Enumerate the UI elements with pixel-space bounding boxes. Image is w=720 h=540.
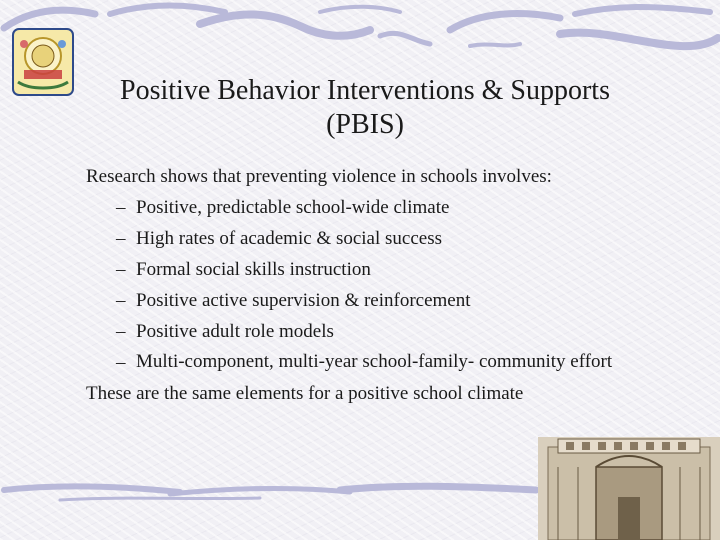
intro-text: Research shows that preventing violence in schools involves:	[86, 166, 552, 187]
list-item: – Positive adult role models	[86, 316, 676, 347]
slide-body	[86, 161, 676, 409]
school-crest-logo	[10, 26, 76, 98]
list-item: – High rates of academic & social success	[86, 223, 676, 254]
slide-title	[70, 74, 660, 142]
list-item: – Positive active supervision & reinforcement	[86, 285, 676, 316]
bullet-dash: –	[116, 290, 126, 311]
bullet-dash: –	[116, 228, 126, 249]
bullet-dash: –	[116, 197, 126, 218]
list-item: – Positive, predictable school-wide climate	[86, 192, 676, 223]
bullet-list	[86, 192, 676, 378]
bullet-dash: –	[116, 259, 126, 280]
list-item: – Multi-component, multi-year school-family- community effort	[86, 347, 676, 378]
bottom-swirl-decoration	[0, 470, 540, 510]
bullet-dash: –	[116, 321, 126, 342]
bullet-dash: –	[116, 352, 126, 373]
title-line-1: Positive Behavior Interventions & Supports	[120, 75, 610, 106]
school-building-sketch	[538, 437, 720, 540]
title-line-2: (PBIS)	[326, 109, 404, 140]
closing-text: These are the same elements for a positive school climate	[86, 383, 524, 404]
top-swirl-decoration	[0, 0, 720, 62]
list-item: – Formal social skills instruction	[86, 254, 676, 285]
